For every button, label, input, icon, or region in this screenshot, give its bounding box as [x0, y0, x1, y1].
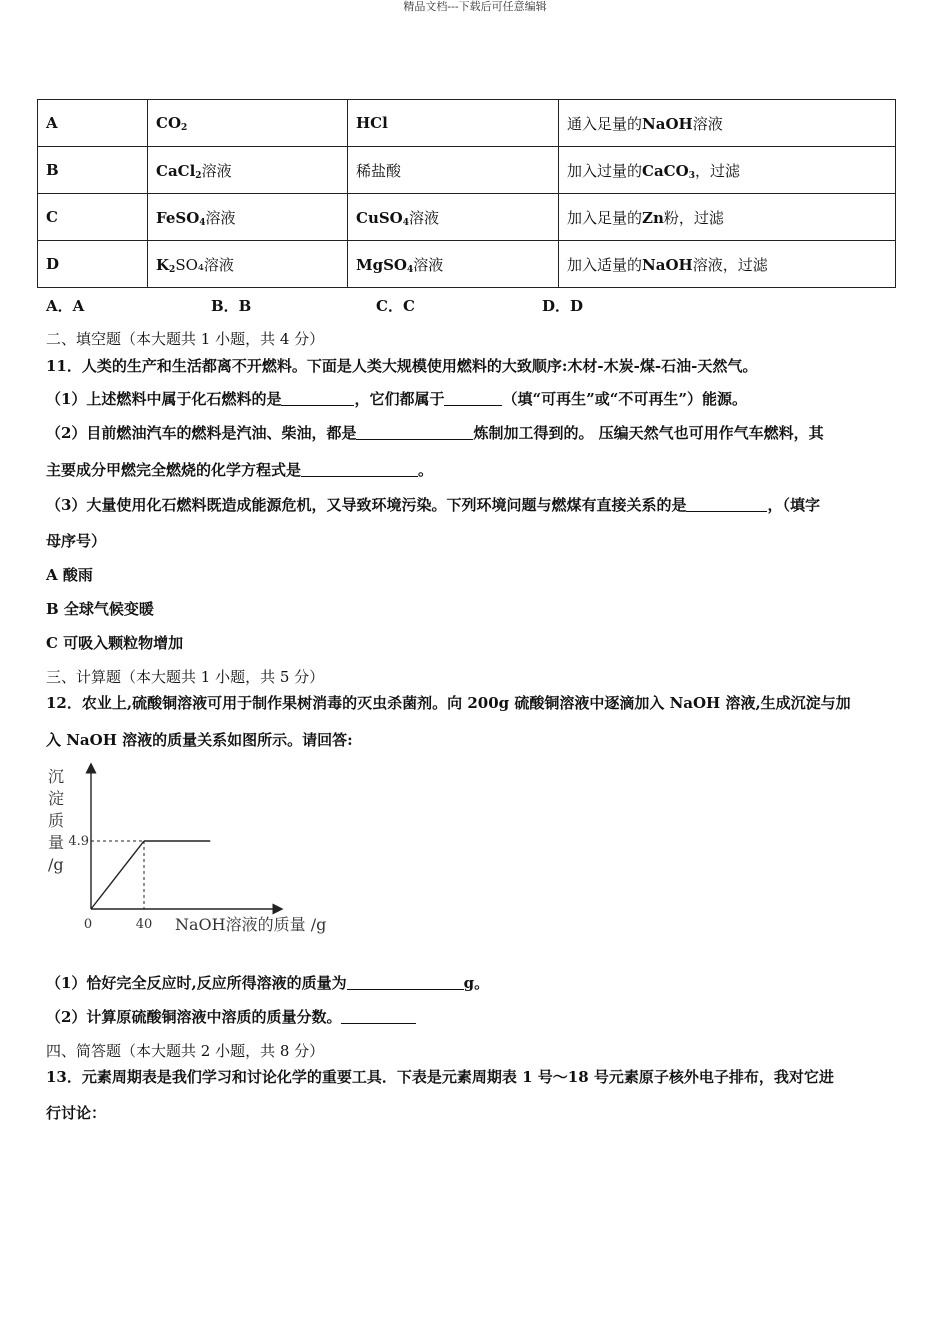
section-3-title: 三、计算题（本大题共 1 小题，共 5 分）	[46, 668, 325, 686]
cell-text: 溶液	[205, 208, 236, 227]
section-4-title: 四、简答题（本大题共 2 小题，共 8 分）	[46, 1042, 325, 1060]
q11-2-text-c: 主要成分甲燃完全燃烧的化学方程式是	[46, 461, 302, 479]
q13-stem-line2: 行讨论：	[46, 1104, 107, 1122]
q12-2-text: （2）计算原硫酸铜溶液中溶质的质量分数。	[46, 1008, 342, 1026]
x-axis-label: NaOH溶液的质量 /g	[175, 915, 327, 934]
impure-substance	[148, 194, 348, 241]
cell-text: 加入足量的	[567, 208, 643, 227]
cell-text: C	[46, 208, 58, 226]
q11-option-c: C 可吸入颗粒物增加	[46, 634, 184, 652]
q11-1-text-c: （填“可再生”或“不可再生”）能源。	[502, 390, 747, 408]
cell-text: ，过滤	[694, 161, 740, 180]
cell-text: CO	[156, 113, 182, 132]
q11-3-text-a: （3）大量使用化石燃料既造成能源危机，又导致环境污染。下列环境问题与燃煤有直接关系的是	[46, 496, 687, 514]
q11-2-text-d: 。	[418, 461, 434, 479]
cell-text: CaCl	[156, 161, 196, 180]
table-row	[38, 194, 896, 241]
q12-stem-line2: 入 NaOH 溶液的质量关系如图所示。请回答:	[46, 731, 353, 749]
options-table	[37, 99, 896, 288]
q12-1-text-b: g。	[463, 974, 490, 992]
y-tick-label: 4.9	[68, 834, 89, 849]
y-label-char: 沉	[48, 767, 65, 786]
removal-method	[559, 241, 896, 288]
answer-blank[interactable]	[444, 391, 502, 406]
cell-text: 4	[407, 264, 414, 275]
impurity	[348, 241, 559, 288]
series-line-segment	[91, 841, 144, 909]
cell-text: 加入适量的	[567, 255, 643, 274]
removal-method	[559, 100, 896, 147]
cell-text: 2	[181, 122, 188, 133]
q11-part2	[46, 422, 824, 443]
q12-part2	[46, 1006, 416, 1027]
cell-text: K	[156, 255, 170, 274]
answer-blank[interactable]	[347, 975, 464, 990]
option-label	[38, 147, 148, 194]
section-2-title: 二、填空题（本大题共 1 小题，共 4 分）	[46, 330, 325, 348]
cell-text: 3	[688, 170, 695, 181]
choice-b[interactable]: B．B	[211, 297, 252, 315]
q11-3-text-b: ，（填字	[767, 496, 820, 514]
q11-1-text-b: ，它们都属于	[354, 390, 445, 408]
page-header: 精品文档---下载后可任意编辑	[403, 0, 547, 13]
table-row	[38, 241, 896, 288]
q11-part3	[46, 494, 820, 515]
table-row	[38, 147, 896, 194]
answer-blank[interactable]	[301, 462, 418, 477]
cell-text: 4	[199, 217, 206, 228]
table-row	[38, 100, 896, 147]
cell-text: 2	[169, 264, 176, 275]
cell-text: 溶液	[201, 161, 232, 180]
cell-text: 稀盐酸	[356, 161, 402, 180]
answer-blank[interactable]	[686, 497, 767, 512]
y-label-char: 质	[48, 811, 65, 830]
q11-1-text-a: （1）上述燃料中属于化石燃料的是	[46, 390, 282, 408]
cell-text: 溶液，过滤	[692, 255, 768, 274]
cell-text: FeSO	[156, 208, 200, 227]
q11-stem: 11．人类的生产和生活都离不开燃料。下面是人类大规模使用燃料的大致顺序:木材-木炭-煤-石油-天然气。	[46, 357, 758, 375]
cell-text: 2	[195, 170, 202, 181]
y-label-char: /g	[48, 855, 64, 874]
cell-text: A	[46, 114, 58, 132]
cell-text: 通入足量的	[567, 114, 643, 133]
answer-blank[interactable]	[281, 391, 354, 406]
q11-part2-cont	[46, 459, 433, 480]
q11-option-a: A 酸雨	[46, 566, 93, 584]
cell-text: MgSO	[356, 255, 407, 274]
cell-text: 溶液	[692, 114, 723, 133]
x-tick-label: 0	[83, 917, 93, 932]
answer-blank[interactable]	[356, 425, 473, 440]
impure-substance	[148, 100, 348, 147]
q12-part1	[46, 972, 489, 993]
x-tick-label: 40	[135, 917, 153, 932]
option-label	[38, 241, 148, 288]
q12-stem-line1: 12．农业上,硫酸铜溶液可用于制作果树消毒的灭虫杀菌剂。向 200g 硫酸铜溶液中逐滴加入 NaOH 溶液,生成沉淀与加	[46, 694, 851, 712]
cell-text: 加入过量的	[567, 161, 643, 180]
precipitate-mass-graph	[40, 762, 340, 942]
q11-part3-cont: 母序号）	[46, 532, 107, 550]
cell-text: B	[46, 161, 59, 179]
choice-c[interactable]: C．C	[376, 297, 415, 315]
cell-text: D	[46, 255, 60, 273]
cell-text: 粉，过滤	[663, 208, 724, 227]
y-label-char: 量	[48, 833, 65, 852]
cell-text: SO₄溶液	[175, 255, 234, 274]
q11-part1	[46, 388, 747, 409]
removal-method	[559, 194, 896, 241]
cell-text: 4	[402, 217, 410, 228]
answer-blank[interactable]	[341, 1009, 416, 1024]
impurity	[348, 147, 559, 194]
choice-a[interactable]: A．A	[46, 297, 85, 315]
cell-text: Zn	[642, 208, 664, 227]
cell-text: 溶液	[409, 208, 440, 227]
impure-substance	[148, 147, 348, 194]
answer-choices	[46, 295, 746, 315]
removal-method	[559, 147, 896, 194]
q11-2-text-b: 炼制加工得到的。 压编天然气也可用作气车燃料，其	[473, 424, 824, 442]
y-label-char: 淀	[48, 789, 65, 808]
choice-d[interactable]: D．D	[542, 297, 584, 315]
option-label	[38, 100, 148, 147]
q13-stem-line1: 13．元素周期表是我们学习和讨论化学的重要工具．下表是元素周期表 1 号～18 号元素原子核外电子排布，我对它进	[46, 1068, 834, 1086]
option-label	[38, 194, 148, 241]
cell-text: CaCO	[642, 161, 689, 180]
impurity	[348, 100, 559, 147]
q11-option-b: B 全球气候变暖	[46, 600, 154, 618]
cell-text: NaOH	[642, 114, 693, 133]
cell-text: HCl	[356, 113, 388, 132]
q12-1-text-a: （1）恰好完全反应时,反应所得溶液的质量为	[46, 974, 347, 992]
impurity	[348, 194, 559, 241]
cell-text: NaOH	[642, 255, 693, 274]
impure-substance	[148, 241, 348, 288]
y-axis-label	[48, 767, 64, 874]
q11-2-text-a: （2）目前燃油汽车的燃料是汽油、柴油，都是	[46, 424, 357, 442]
cell-text: CuSO	[356, 208, 403, 227]
cell-text: 溶液	[413, 255, 444, 274]
